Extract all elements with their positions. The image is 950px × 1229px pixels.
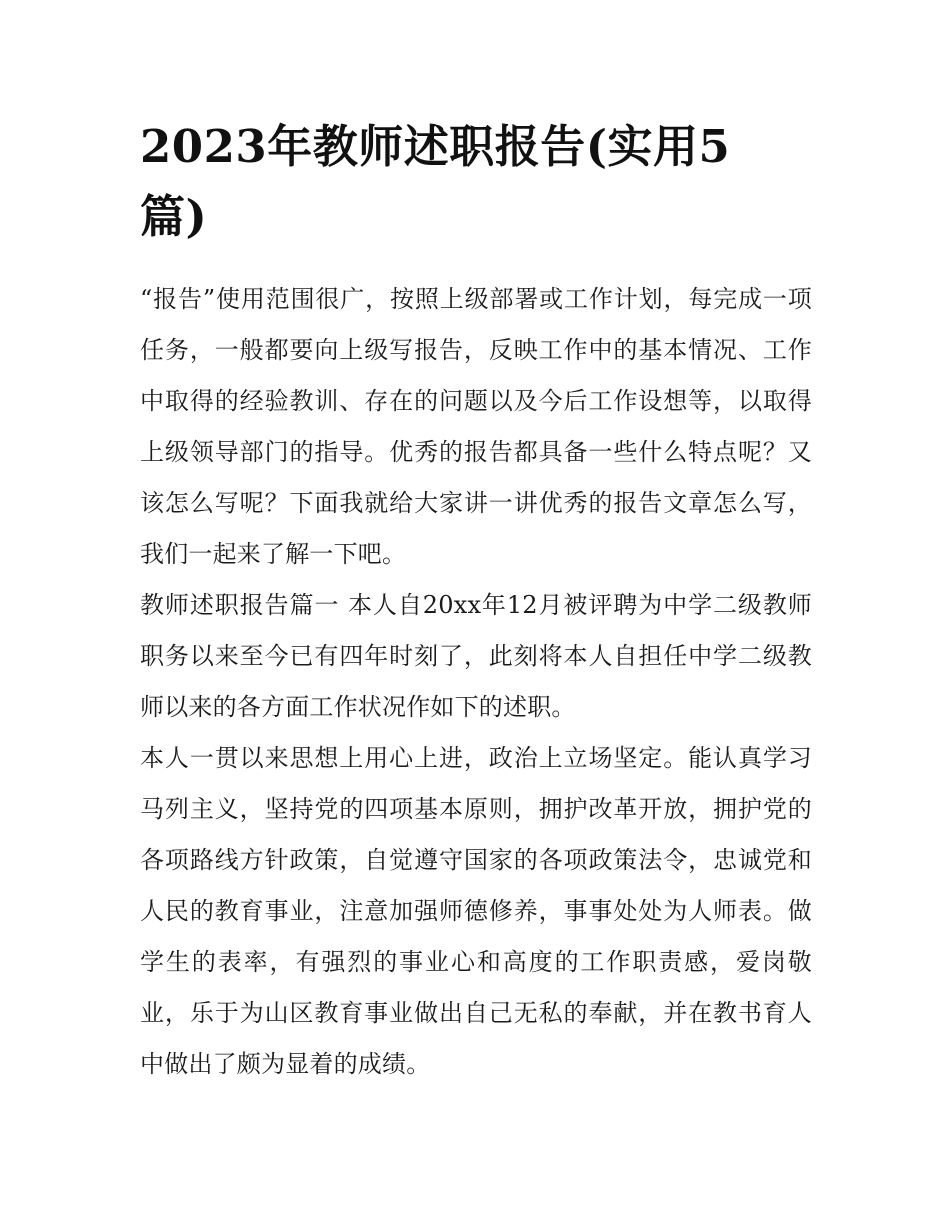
paragraph-intro: “报告”使用范围很广，按照上级部署或工作计划，每完成一项任务，一般都要向上级写报告，反映工作中的基本情况、工作中取得的经验教训、存在的问题以及今后工作设想等，以取得上级领导部门的指导。优秀的报告都具备一些什么特点呢？又该怎么写呢？下面我就给大家讲一讲优秀的报告文章怎么写，我们一起来了解一下吧。	[140, 285, 812, 568]
paragraph-political-ideology: 本人一贯以来思想上用心上进，政治上立场坚定。能认真学习马列主义，坚持党的四项基本原则，拥护改革开放，拥护党的各项路线方针政策，自觉遵守国家的各项政策法令，忠诚党和人民的教育事业，注意加强师德修养，事事处处为人师表。做学生的表率，有强烈的事业心和高度的工作职责感，爱岗敬业，乐于为山区教育事业做出自己无私的奉献，并在教书育人中做出了颇为显着的成绩。	[140, 744, 812, 1078]
document-title: 2023年教师述职报告(实用5篇)	[140, 120, 731, 243]
document-body	[140, 274, 812, 1090]
paragraph-report-one-opening: 教师述职报告篇一 本人自20xx年12月被评聘为中学二级教师职务以来至今已有四年时刻了，此刻将本人自担任中学二级教师以来的各方面工作状况作如下的述职。	[140, 591, 812, 721]
